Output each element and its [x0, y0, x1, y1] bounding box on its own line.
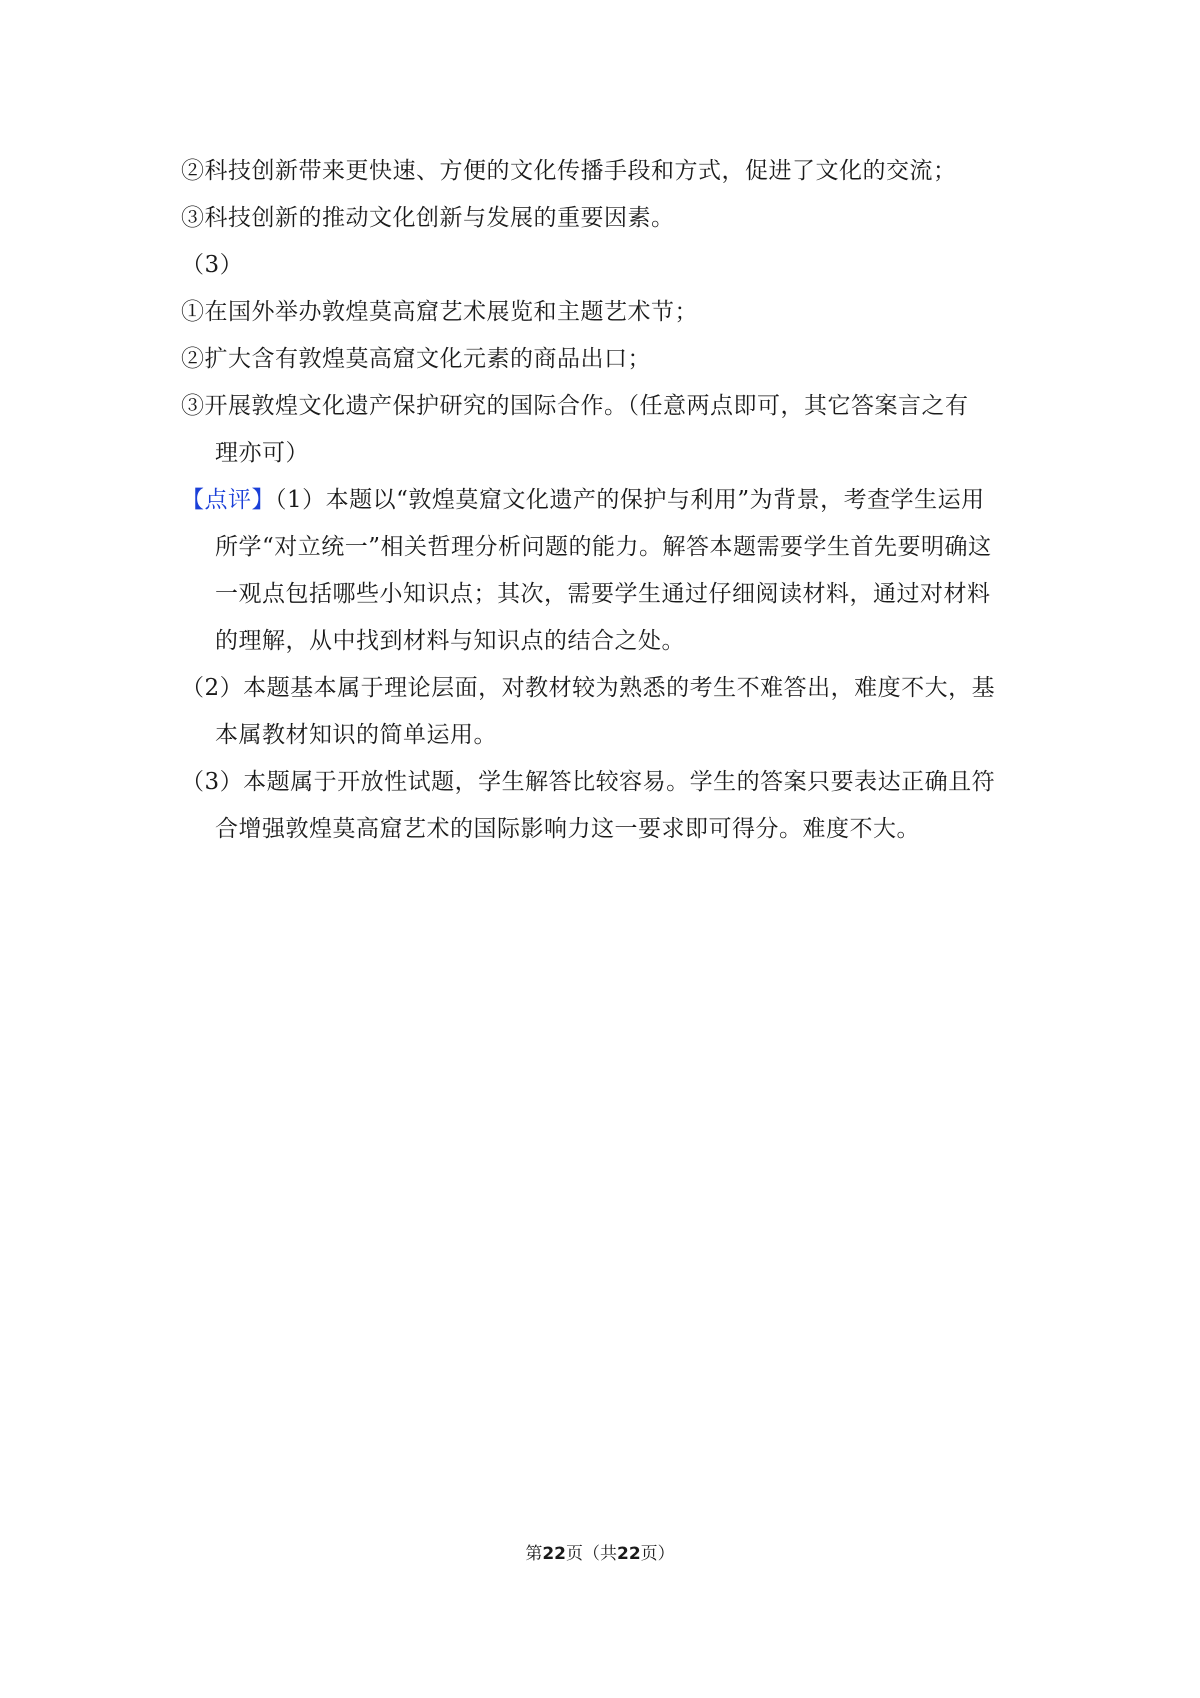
comment-paragraph-1 — [181, 477, 1023, 524]
comment-p1-line3: 一观点包括哪些小知识点；其次，需要学生通过仔细阅读材料，通过对材料 — [215, 581, 991, 607]
footer-suffix: 页） — [640, 1544, 675, 1564]
comment-p1-line1: （1）本题以“敦煌莫窟文化遗产的保护与利用”为背景，考查学生运用 — [275, 487, 985, 513]
footer-page-number: 22 — [542, 1544, 566, 1564]
answer-item-3-3: ③开展敦煌文化遗产保护研究的国际合作。（任意两点即可，其它答案言之有 — [181, 393, 969, 419]
comment-label: 【点评】 — [181, 487, 275, 513]
answer-content — [181, 148, 1023, 853]
footer-prefix: 第 — [525, 1544, 543, 1564]
answer-item-3-1: ①在国外举办敦煌莫高窟艺术展览和主题艺术节； — [181, 299, 698, 325]
footer-total-pages: 22 — [617, 1544, 641, 1564]
section-heading-3: （3） — [181, 252, 244, 278]
comment-p1-line2: 所学“对立统一”相关哲理分析问题的能力。解答本题需要学生首先要明确这 — [215, 534, 992, 560]
comment-p2-line1: （2）本题基本属于理论层面，对教材较为熟悉的考生不难答出，难度不大，基 — [181, 675, 996, 701]
comment-p3-line1: （3）本题属于开放性试题，学生解答比较容易。学生的答案只要表达正确且符 — [181, 769, 996, 795]
answer-item-2-2: ②科技创新带来更快速、方便的文化传播手段和方式，促进了文化的交流； — [181, 158, 957, 184]
answer-item-3-2: ②扩大含有敦煌莫高窟文化元素的商品出口； — [181, 346, 651, 372]
answer-item-2-3: ③科技创新的推动文化创新与发展的重要因素。 — [181, 205, 675, 231]
page-footer — [0, 1542, 1200, 1566]
comment-p3-line2: 合增强敦煌莫高窟艺术的国际影响力这一要求即可得分。难度不大。 — [215, 816, 920, 842]
comment-p1-line4: 的理解，从中找到材料与知识点的结合之处。 — [215, 628, 685, 654]
comment-p2-line2: 本属教材知识的简单运用。 — [215, 722, 497, 748]
footer-middle: 页（共 — [566, 1544, 617, 1564]
answer-item-3-3-cont: 理亦可） — [215, 440, 309, 466]
